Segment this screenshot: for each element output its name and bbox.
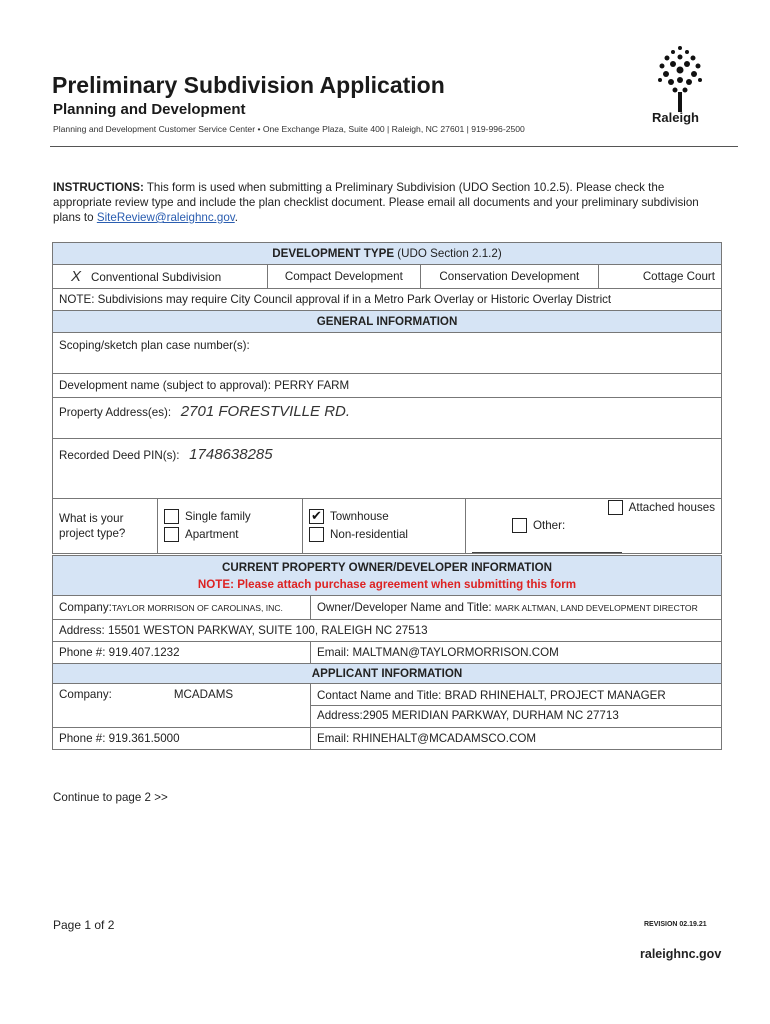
- revision-label: REVISION 02.19.21: [644, 921, 707, 928]
- checkbox-other[interactable]: Other:: [472, 517, 715, 553]
- project-type-group-2: [303, 499, 466, 554]
- page-number: Page 1 of 2: [53, 918, 115, 932]
- applicant-company-field[interactable]: Company: MCADAMS: [53, 684, 311, 728]
- checkbox-attached-houses[interactable]: Attached houses: [472, 499, 715, 517]
- applicant-contact-field[interactable]: Contact Name and Title: BRAD RHINEHALT, PROJECT MANAGER: [311, 686, 721, 706]
- footer-url[interactable]: raleighnc.gov: [640, 947, 722, 961]
- general-information-header: GENERAL INFORMATION: [53, 311, 722, 333]
- general-information-table: [52, 310, 722, 554]
- header-divider: [50, 146, 738, 147]
- owner-applicant-table: [52, 555, 722, 750]
- site-review-email-link[interactable]: SiteReview@raleighnc.gov: [96, 211, 235, 224]
- option-conservation-development[interactable]: Conservation Development: [420, 265, 598, 289]
- applicant-phone-field[interactable]: Phone #: 919.361.5000: [53, 728, 311, 750]
- development-type-note: NOTE: Subdivisions may require City Council approval if in a Metro Park Overlay or Historic Overlay District: [53, 289, 722, 311]
- instructions-label: INSTRUCTIONS:: [53, 181, 144, 194]
- checkmark-icon: [309, 509, 324, 524]
- deed-pin-value: 1748638285: [189, 446, 273, 463]
- scoping-case-field[interactable]: Scoping/sketch plan case number(s):: [53, 333, 722, 374]
- checkbox-townhouse[interactable]: ✔Townhouse: [309, 508, 459, 526]
- applicant-email-field[interactable]: Email: RHINEHALT@MCADAMSCO.COM: [311, 728, 722, 750]
- owner-address-field[interactable]: Address: 15501 WESTON PARKWAY, SUITE 100, RALEIGH NC 27513: [53, 620, 722, 642]
- project-type-group-3: [466, 499, 722, 554]
- service-center-info: Planning and Development Customer Service Center • One Exchange Plaza, Suite 400 | Raleigh, NC 27601 | 919-996-2500: [53, 124, 525, 134]
- owner-phone-field[interactable]: Phone #: 919.407.1232: [53, 642, 311, 664]
- option-conventional-subdivision[interactable]: X Conventional Subdivision: [53, 265, 268, 289]
- project-type-label: What is your project type?: [53, 499, 158, 554]
- instructions-text: This form is used when submitting a Preliminary Subdivision (UDO Section 10.2.5). Please check the appropriate review type and include the plan checklist document. Please email all documents and your preliminary subdivision plans to: [53, 181, 699, 224]
- selected-mark: X: [71, 268, 82, 285]
- property-address-value: 2701 FORESTVILLE RD.: [180, 403, 351, 420]
- owner-name-title-field[interactable]: Owner/Developer Name and Title: MARK ALTMAN, LAND DEVELOPMENT DIRECTOR: [311, 596, 722, 620]
- project-type-group-1: [158, 499, 303, 554]
- other-input-line[interactable]: [472, 552, 622, 553]
- continue-link[interactable]: Continue to page 2 >>: [53, 791, 168, 804]
- owner-note: NOTE: Please attach purchase agreement when submitting this form: [197, 577, 577, 591]
- owner-header: CURRENT PROPERTY OWNER/DEVELOPER INFORMATION NOTE: Please attach purchase agreement when submitting this form: [53, 556, 722, 596]
- applicant-header: APPLICANT INFORMATION: [53, 664, 722, 684]
- owner-company-field[interactable]: Company:TAYLOR MORRISON OF CAROLINAS, INC.: [53, 596, 311, 620]
- checkbox-apartment[interactable]: Apartment: [164, 526, 296, 544]
- raleigh-logo-text: Raleigh: [652, 110, 699, 125]
- page-subtitle: Planning and Development: [53, 101, 246, 118]
- deed-pin-field[interactable]: Recorded Deed PIN(s): 1748638285: [53, 439, 722, 499]
- checkbox-single-family[interactable]: Single family: [164, 508, 296, 526]
- applicant-contact-cell: [311, 684, 722, 728]
- option-compact-development[interactable]: Compact Development: [268, 265, 421, 289]
- owner-company-value: TAYLOR MORRISON OF CAROLINAS, INC.: [111, 603, 283, 613]
- property-address-field[interactable]: Property Address(es): 2701 FORESTVILLE RD.: [53, 398, 722, 439]
- development-type-table: [52, 242, 722, 311]
- instructions: [53, 180, 723, 225]
- owner-name-title-value: MARK ALTMAN, LAND DEVELOPMENT DIRECTOR: [494, 603, 698, 613]
- page-title: Preliminary Subdivision Application: [52, 72, 445, 98]
- development-type-header: DEVELOPMENT TYPE (UDO Section 2.1.2): [53, 243, 722, 265]
- option-cottage-court[interactable]: Cottage Court: [599, 265, 722, 289]
- development-name-value: PERRY FARM: [274, 379, 350, 392]
- owner-email-field[interactable]: Email: MALTMAN@TAYLORMORRISON.COM: [311, 642, 722, 664]
- development-name-field[interactable]: Development name (subject to approval): PERRY FARM: [53, 374, 722, 398]
- instructions-end: .: [234, 211, 238, 224]
- checkbox-non-residential[interactable]: Non-residential: [309, 526, 459, 544]
- applicant-address-field[interactable]: Address:2905 MERIDIAN PARKWAY, DURHAM NC 27713: [317, 709, 619, 722]
